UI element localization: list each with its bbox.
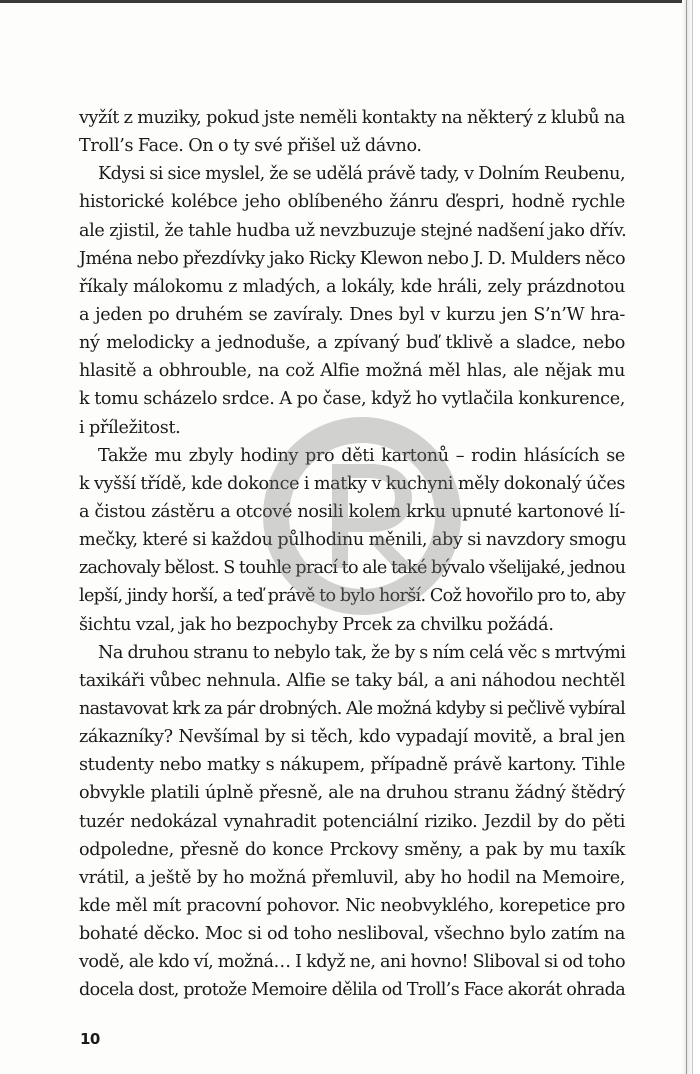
text-line: k tomu scházelo srdce. A po čase, když ho vytlačila konkurence, [79, 389, 625, 410]
text-line: Takže mu zbyly hodiny pro děti kartonů – rodin hlásících se [98, 445, 625, 466]
text-line: nastavovat krk za pár drobných. Ale možná kdyby si pečlivě vybíral [79, 698, 625, 719]
text-line: a čistou zástěru a otcové nosili kolem krku upnuté kartonové lí- [79, 501, 625, 522]
text-line: a jeden po druhém se zavíraly. Dnes byl v kurzu jen S’n’W hra- [79, 304, 625, 325]
text-line: studenty nebo matky s nákupem, případně právě kartony. Tihle [79, 755, 625, 776]
text-line: bohaté děcko. Moc si od toho nesliboval, všechno bylo zatím na [79, 924, 625, 945]
text-line: tuzér nedokázal vynahradit potenciální riziko. Jezdil by do pěti [79, 811, 625, 832]
page-number: 10 [80, 1030, 100, 1048]
text-line: hlasitě a obhrouble, na což Alfie možná měl hlas, ale nějak mu [79, 361, 625, 382]
text-line: taxikáři vůbec nehnula. Alfie se taky bál, a ani náhodou nechtěl [79, 670, 625, 691]
page-edge-line-outer [692, 0, 693, 1074]
text-line: kde měl mít pracovní pohovor. Nic neobvyklého, korepetice pro [79, 895, 625, 916]
text-line: vyžít z muziky, pokud jste neměli kontakty na některý z klubů na [79, 108, 625, 128]
text-line: Na druhou stranu to nebylo tak, že by s ním celá věc s mrtvými [98, 642, 626, 663]
text-line: mečky, které si každou půlhodinu měnili, aby si navzdory smogu [79, 530, 627, 551]
text-line: k vyšší třídě, kde dokonce i matky v kuchyni měly dokonalý účes [79, 473, 625, 494]
text-line: lepší, jindy horší, a teď právě to bylo horší. Což hovořilo pro to, aby [79, 586, 625, 607]
text-line: šichtu vzal, jak ho bezpochyby Prcek za chvilku požádá. [79, 614, 554, 635]
page-edge-line [686, 0, 687, 1074]
page-top-edge [0, 0, 700, 3]
text-line: vodě, ale kdo ví, možná… I když ne, ani hovno! Sliboval si od toho [79, 952, 626, 973]
text-line: odpoledne, přesně do konce Prckovy směny, a pak by mu taxík [79, 839, 625, 860]
text-line: ale zjistil, že tahle hudba už nevzbuzuje stejné nadšení jako dřív. [79, 220, 627, 241]
text-line: obvykle platili úplně přesně, ale na druhou stranu žádný štědrý [79, 783, 625, 804]
page-right-edge [682, 0, 700, 1074]
text-line: vrátil, a ještě by ho možná přemluvil, aby ho hodil na Memoire, [79, 867, 625, 888]
text-line: ný melodicky a jednoduše, a zpívaný buď tklivě a sladce, nebo [79, 333, 625, 354]
text-line: historické kolébce jeho oblíbeného žánru ďespri, hodně rychle [79, 192, 625, 213]
text-line: zachovaly bělost. S touhle prací to ale také bývalo všelijaké, jednou [79, 558, 626, 579]
text-line: i příležitost. [79, 417, 181, 438]
text-line: Jména nebo přezdívky jako Ricky Klewon nebo J. D. Mulders něco [79, 248, 625, 269]
publisher-watermark-icon [262, 416, 462, 616]
text-line: zákazníky? Nevšímal by si těch, kdo vypadají movitě, a bral jen [79, 727, 625, 748]
text-line: říkaly málokomu z mladých, a lokály, kde hráli, zely prázdnotou [79, 276, 625, 297]
text-line: docela dost, protože Memoire dělila od Troll’s Face akorát ohrada [79, 980, 626, 1001]
text-line: Troll’s Face. On o ty své přišel už dávno. [79, 136, 422, 157]
text-line: Kdysi si sice myslel, že se udělá právě tady, v Dolním Reubenu, [98, 164, 626, 185]
